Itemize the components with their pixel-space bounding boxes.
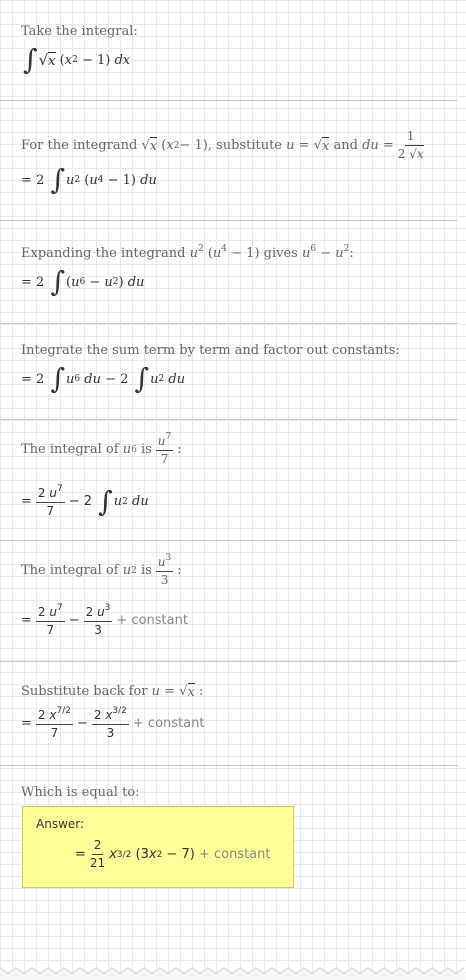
step-label: The integral of u 2 is $\frac{u^3}{3}$ : (21, 553, 182, 588)
result-in-x: = $\frac{2 x^{7/2}}{7}$ − $\frac{2 x^{3/2}}{3}$ + constant (21, 706, 205, 741)
answer-box (22, 806, 294, 888)
step-substitute-back (0, 661, 458, 766)
integral-expression: ∫ √ x ( x 2 − 1) d x (23, 43, 131, 76)
split-integral: = 2 ∫ u 6 d u − 2 ∫ u 2 d u (21, 362, 186, 395)
step-label: The integral of u 6 is $\frac{u^7}{7}$ : (21, 432, 182, 467)
answer-expression: = $\frac{2}{21}$ x 3/2 (3 x 2 − 7) + constant (75, 838, 271, 871)
step-label: Integrate the sum term by term and factor out constants: (21, 343, 400, 358)
step-label: Substitute back for u = √ x : (21, 684, 204, 700)
step-label: Take the integral: (21, 24, 138, 39)
step-expand (0, 220, 458, 324)
step-integral-u6 (0, 419, 458, 541)
step-label: Expanding the integrand $u^2$ $(u^4 - 1)$ gives $u^6 - u^2$: (21, 244, 354, 261)
step-take-integral (0, 0, 458, 101)
step-label: For the integrand √ x ( x 2 − 1) , substitute u = √ x and d u = $\frac{1}{2 √x}$ (21, 129, 424, 162)
step-term-by-term (0, 323, 458, 420)
substituted-integral: = 2 ∫ u 2 ( u 4 − 1) d u (21, 163, 157, 196)
answer-title: Answer: (36, 817, 85, 831)
expanded-integral: = 2 ∫ ( u 6 − u 2 ) d u (21, 265, 145, 298)
partial-result-1: = $\frac{2 u^7}{7}$ − 2 ∫ u 2 d u (21, 484, 149, 519)
step-substitute (0, 100, 458, 221)
torn-edge-decoration (0, 962, 466, 980)
partial-result-2: = $\frac{2 u^7}{7}$ − $\frac{2 u^3}{3}$ + constant (21, 603, 188, 638)
step-label: Which is equal to: (21, 785, 140, 800)
step-integral-u2 (0, 540, 458, 662)
